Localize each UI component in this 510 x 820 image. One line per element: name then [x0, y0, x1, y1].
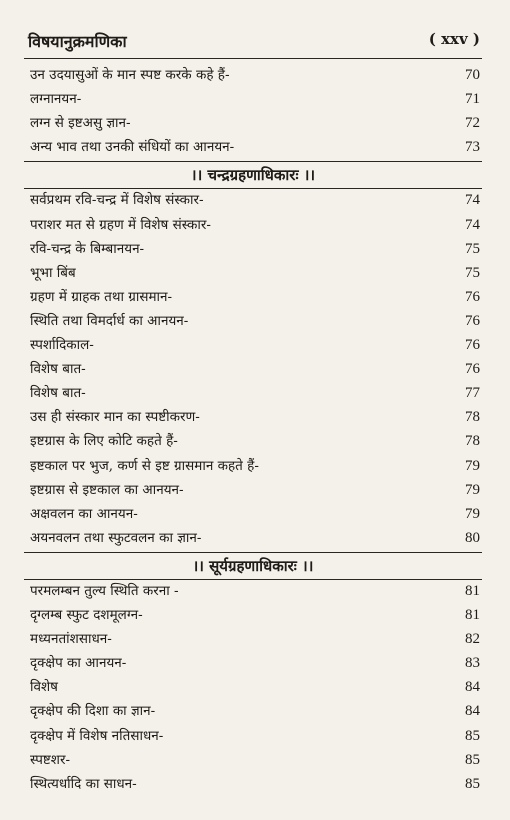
toc-entry-title: स्पर्शादिकाल- — [30, 337, 94, 353]
toc-entry-title: लग्न से इष्टअसु ज्ञान- — [30, 115, 131, 132]
toc-entry-title: विशेष बात- — [30, 385, 86, 402]
toc-entry-title: दृक्क्षेप में विशेष नतिसाधन- — [30, 727, 164, 744]
toc-entry-page: 79 — [465, 505, 480, 522]
section-heading: ।। चन्द्रग्रहणाधिकारः ।। — [190, 166, 316, 185]
toc-entry-title: पराशर मत से ग्रहण में विशेष संस्कार- — [30, 216, 211, 233]
toc-entry — [24, 603, 482, 627]
toc-entry-title: उस ही संस्कार मान का स्पष्टीकरण- — [30, 409, 200, 426]
toc-entry-title: मध्यनतांशसाधन- — [30, 631, 112, 648]
page-number: ( xxv ) — [428, 30, 480, 48]
toc-entry — [24, 333, 482, 357]
header-rule — [24, 58, 482, 59]
toc-entry — [24, 111, 482, 135]
section-rule — [24, 579, 482, 580]
toc-entry — [24, 478, 482, 502]
toc-entry-title: सर्वप्रथम रवि-चन्द्र में विशेष संस्कार- — [30, 192, 204, 209]
toc-entry-page: 70 — [465, 67, 480, 83]
toc-entry-title: उन उदयासुओं के मान स्पष्ट करके कहे हैं- — [30, 67, 230, 83]
toc-entry-title: रवि-चन्द्र के बिम्बानयन- — [30, 240, 145, 257]
toc-entry — [24, 285, 482, 309]
toc-entry — [24, 699, 482, 723]
toc-entry-page: 78 — [465, 433, 480, 450]
toc-entry-page: 76 — [465, 288, 480, 305]
section-rule — [24, 188, 482, 189]
toc-entry-title: अक्षवलन का आनयन- — [30, 505, 138, 522]
toc-entry-title: स्थित्यर्धादि का साधन- — [30, 775, 137, 792]
toc-entry — [24, 135, 482, 159]
toc-entry — [24, 579, 482, 603]
toc-entry-title: लग्नानयन- — [30, 91, 82, 108]
toc-entry-title: विशेष — [30, 679, 58, 696]
toc-entry — [24, 237, 482, 261]
toc-entry — [24, 213, 482, 237]
toc-entry-title: अन्य भाव तथा उनकी संधियों का आनयन- — [30, 139, 235, 156]
toc-entry-title: इष्टग्रास से इष्टकाल का आनयन- — [30, 481, 184, 498]
toc-entry — [24, 63, 482, 87]
toc-entry-page: 85 — [465, 775, 480, 792]
toc-entry — [24, 651, 482, 675]
toc-entry-title: भूभा बिंब — [30, 264, 76, 281]
toc-entry — [24, 357, 482, 381]
toc-entry-page: 77 — [465, 385, 480, 402]
toc-entry — [24, 405, 482, 429]
toc-entry-page: 76 — [465, 337, 480, 353]
toc-entry-title: स्थिति तथा विमर्दार्ध का आनयन- — [30, 312, 189, 329]
toc-entry-page: 85 — [465, 727, 480, 744]
toc-entry-title: ग्रहण में ग्राहक तथा ग्रासमान- — [30, 288, 173, 305]
toc-entry-title: परमलम्बन तुल्य स्थिति करना - — [30, 582, 179, 599]
section-heading: ।। सूर्यग्रहणाधिकारः ।। — [192, 556, 314, 575]
toc-entry — [24, 429, 482, 453]
toc-entry-title: अयनवलन तथा स्फुटवलन का ज्ञान- — [30, 529, 202, 546]
toc-entry — [24, 381, 482, 405]
toc-entry-page: 84 — [465, 703, 480, 720]
toc-entry-page: 82 — [465, 631, 480, 648]
toc-entry-page: 83 — [465, 655, 480, 672]
toc-entry-page: 81 — [465, 607, 480, 623]
toc-entry-title: दृक्क्षेप की दिशा का ज्ञान- — [30, 703, 156, 720]
page-title: विषयानुक्रमणिका — [28, 32, 127, 51]
toc-entry — [24, 748, 482, 772]
toc-entry-page: 71 — [465, 91, 480, 108]
toc-entry-page: 78 — [465, 409, 480, 426]
toc-entry-title: विशेष बात- — [30, 361, 86, 378]
toc-entry-page: 75 — [465, 240, 480, 257]
toc-entry — [24, 502, 482, 526]
toc-entry-title: दृग्लम्ब स्फुट दशमूलग्न- — [30, 607, 143, 623]
toc-entry-page: 73 — [465, 139, 480, 156]
toc-entry — [24, 188, 482, 212]
toc-entry-page: 79 — [465, 457, 480, 474]
toc-entry-page: 79 — [465, 481, 480, 498]
toc-entry-page: 76 — [465, 361, 480, 378]
toc-entry-page: 80 — [465, 529, 480, 546]
toc-entry-title: इष्टग्रास के लिए कोटि कहते हैं- — [30, 433, 178, 450]
toc-entry-page: 74 — [465, 192, 480, 209]
toc-entry-title: इष्टकाल पर भुज, कर्ण से इष्ट ग्रासमान कहते हैं- — [30, 457, 259, 474]
toc-entry — [24, 724, 482, 748]
toc-entry-page: 84 — [465, 679, 480, 696]
toc-entry-page: 85 — [465, 751, 480, 768]
toc-entry-page: 75 — [465, 264, 480, 281]
page-header — [28, 30, 480, 58]
toc-entry — [24, 772, 482, 796]
toc-entry — [24, 87, 482, 111]
toc-entry-page: 74 — [465, 216, 480, 233]
toc-entry-page: 72 — [465, 115, 480, 132]
toc-entry-page: 81 — [465, 582, 480, 599]
toc-entry-title: दृक्क्षेप का आनयन- — [30, 655, 127, 672]
toc-entry — [24, 526, 482, 550]
toc-entry — [24, 309, 482, 333]
toc-entry-page: 76 — [465, 312, 480, 329]
toc-entry — [24, 454, 482, 478]
toc-entry — [24, 675, 482, 699]
toc-entry — [24, 627, 482, 651]
toc-entry-title: स्पष्टशर- — [30, 751, 71, 768]
toc-entry — [24, 261, 482, 285]
